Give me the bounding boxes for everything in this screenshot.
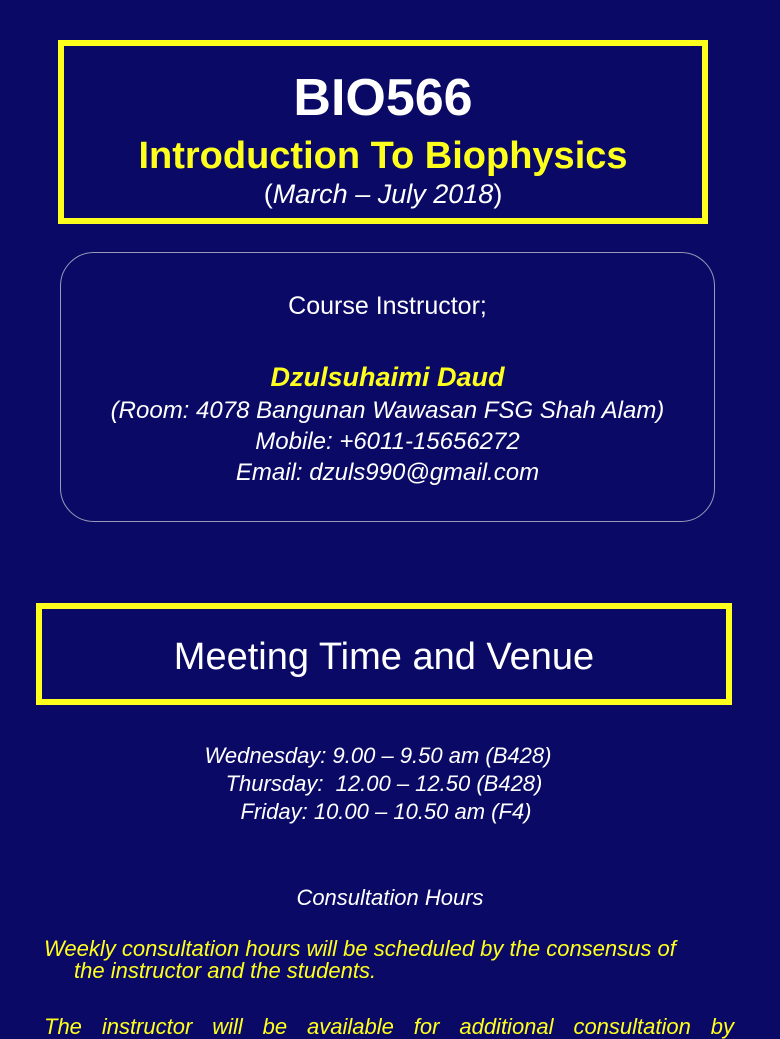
schedule-item: Friday: 10.00 – 10.50 am (F4) (240, 799, 532, 824)
consultation-heading: Consultation Hours (296, 885, 484, 910)
period-close-paren: ) (493, 179, 503, 209)
instructor-room: (Room: 4078 Bangunan Wawasan FSG Shah Alam) (110, 397, 665, 424)
schedule-item: Thursday: 12.00 – 12.50 (B428) (225, 771, 543, 796)
period-dates: March – July 2018 (272, 179, 494, 209)
instructor-heading: Course Instructor; (288, 292, 487, 320)
period-open-paren: ( (263, 179, 273, 209)
consultation-paragraph-1-line-1: Weekly consultation hours will be scheduled by the consensus of (44, 936, 676, 961)
instructor-email: Email: dzuls990@gmail.com (235, 459, 540, 486)
instructor-box (60, 252, 715, 522)
course-period (64, 178, 702, 210)
instructor-name: Dzulsuhaimi Daud (270, 362, 505, 392)
consultation-paragraph-2: The instructor will be available for additional consultation by (44, 1014, 734, 1039)
schedule-item: Wednesday: 9.00 – 9.50 am (B428) (204, 743, 552, 768)
meeting-title-box (36, 603, 732, 705)
course-code: BIO566 (293, 69, 473, 127)
consultation-paragraph-1-line-2: the instructor and the students. (74, 958, 377, 983)
course-title-box (58, 40, 708, 224)
consultation-paragraph-1 (44, 938, 734, 982)
course-name: Introduction To Biophysics (138, 135, 628, 177)
instructor-mobile: Mobile: +6011-15656272 (255, 428, 520, 455)
meeting-title: Meeting Time and Venue (173, 636, 595, 678)
